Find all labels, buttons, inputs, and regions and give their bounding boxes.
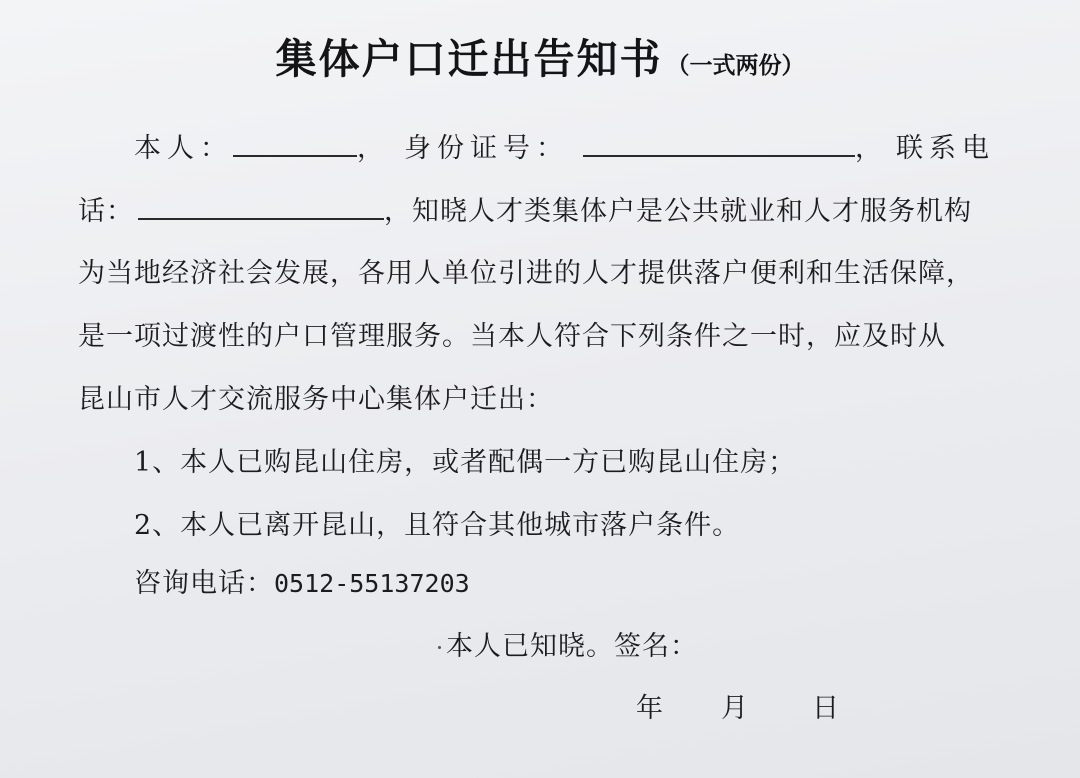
comma-1: ， bbox=[357, 133, 385, 164]
id-number-blank bbox=[583, 133, 855, 157]
consult-label: 咨询电话： bbox=[134, 568, 274, 599]
label-phone-start: 联系电 bbox=[896, 133, 995, 164]
line-1-id bbox=[583, 132, 883, 166]
line-3: 为当地经济社会发展，各用人单位引进的人才提供落户便利和生活保障， bbox=[78, 258, 974, 289]
consult-phone: 0512-55137203 bbox=[274, 569, 470, 598]
date-year: 年 bbox=[636, 693, 664, 724]
acknowledge-signature: 本人已知晓。签名： bbox=[446, 631, 698, 662]
label-phone-end: 话： bbox=[78, 196, 134, 227]
condition-2: 2、本人已离开昆山，且符合其他城市落户条件。 bbox=[134, 510, 741, 541]
name-blank bbox=[233, 133, 357, 157]
ink-dot bbox=[438, 646, 441, 649]
line-4: 是一项过渡性的户口管理服务。当本人符合下列条件之一时，应及时从 bbox=[78, 321, 946, 352]
line-1 bbox=[134, 132, 385, 166]
line-2-text: ，知晓人才类集体户是公共就业和人才服务机构 bbox=[384, 196, 972, 227]
title-note: （一式两份） bbox=[666, 53, 805, 79]
label-id-number: 身份证号： bbox=[404, 133, 569, 164]
consult-line bbox=[134, 567, 470, 601]
document-title bbox=[0, 26, 1080, 85]
date-day: 日 bbox=[812, 693, 840, 724]
label-name: 本人： bbox=[134, 133, 233, 164]
condition-1: 1、本人已购昆山住房，或者配偶一方已购昆山住房； bbox=[134, 447, 797, 478]
comma-2: ， bbox=[855, 133, 883, 164]
line-5: 昆山市人才交流服务中心集体户迁出： bbox=[78, 384, 554, 415]
date-month: 月 bbox=[721, 693, 749, 724]
phone-blank bbox=[138, 196, 384, 220]
title-main: 集体户口迁出告知书 bbox=[275, 35, 663, 83]
line-2 bbox=[78, 195, 972, 229]
